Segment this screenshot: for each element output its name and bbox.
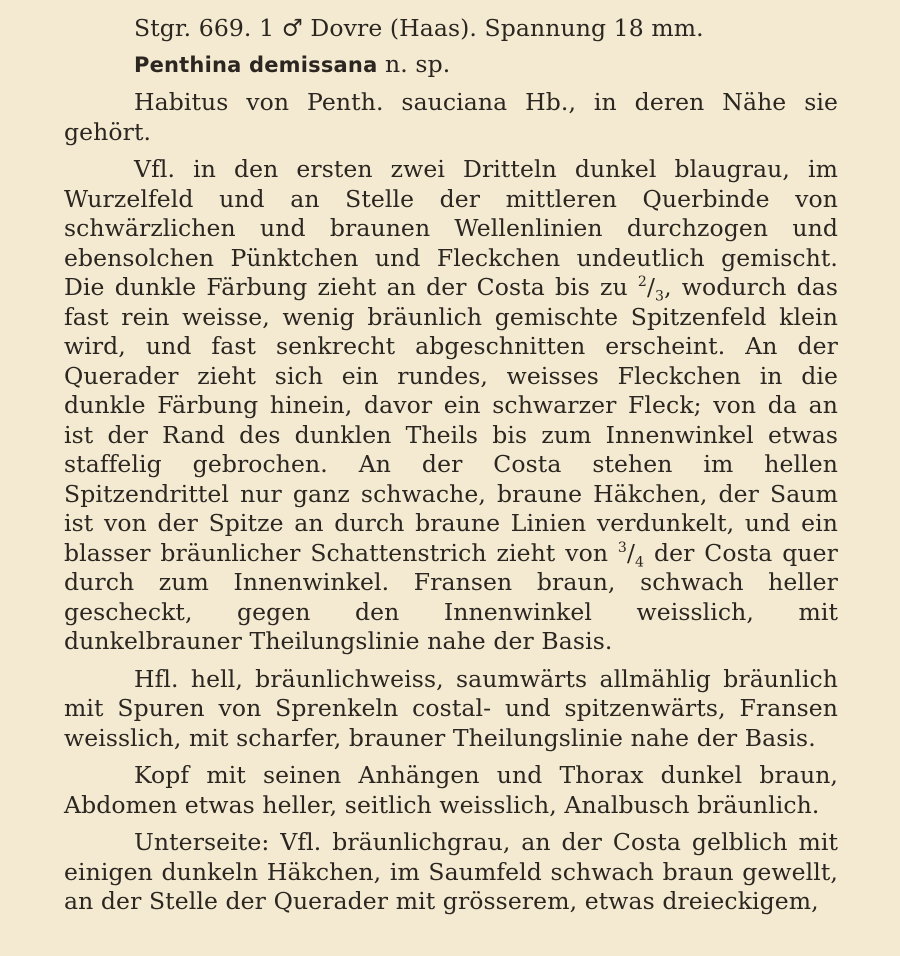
paragraph-vfl-text-1: Vfl. in den ersten zwei Dritteln dunkel blaugrau, im Wurzelfeld und an Stelle der mittleren Querbinde von schwärzlichen und braunen Wellenlinien durchzogen und ebensolchen Pünktchen und Fleckchen undeutlich gemischt. Die dunkle Färbung zieht an der Costa bis zu [64, 155, 838, 301]
paragraph-vfl-text-3: der Costa quer durch zum Innenwinkel. Fransen braun, schwach heller gescheckt, gegen den Innenwinkel weisslich, mit dunkelbrauner Theilungslinie nahe der Basis. [64, 538, 838, 655]
fraction-two-thirds-denominator: 3 [655, 288, 665, 305]
specimen-header [64, 14, 838, 44]
paragraph-hfl-text: Hfl. hell, bräunlichweiss, saumwärts allmählig bräunlich mit Spuren von Sprenkeln costal- und spitzenwärts, Fransen weisslich, mit scharfer, brauner Theilungslinie nahe der Basis. [64, 664, 838, 752]
species-suffix: n. sp. [385, 49, 451, 78]
paragraph-habitus [64, 88, 838, 147]
fraction-two-thirds-numerator: 2 [637, 274, 647, 291]
fraction-three-quarters-numerator: 3 [617, 539, 627, 556]
species-name: Penthina demissana [134, 52, 378, 77]
fraction-three-quarters-denominator: 4 [635, 554, 645, 571]
paragraph-unterseite [64, 828, 838, 917]
paragraph-unterseite-text: Unterseite: Vfl. bräunlichgrau, an der Costa gelblich mit einigen dunkeln Häkchen, im Saumfeld schwach braun gewellt, an der Stelle der Querader mit grösserem, etwas dreieckigem, [64, 828, 838, 915]
paragraph-vfl-text-2: , wodurch das fast rein weisse, wenig bräunlich gemischte Spitzenfeld klein wird, und fast senkrecht abgeschnitten erscheint. An der Querader zieht sich ein rundes, weisses Fleckchen in die dunkle Färbung hinein, davor ein schwarzer Fleck; von da an ist der Rand des dunklen Theils bis zum Innenwinkel etwas staffelig gebrochen. An der Costa stehen im hellen Spitzendrittel nur ganz schwache, braune Häkchen, der Saum ist von der Spitze an durch braune Linien verdunkelt, und ein blasser bräunlicher Schattenstrich zieht von [64, 273, 839, 567]
specimen-header-text: Stgr. 669. 1 ♂ Dovre (Haas). Spannung 18 mm. [134, 14, 704, 42]
fraction-two-thirds: $^2/_3$ [637, 273, 665, 305]
paragraph-hfl [64, 665, 838, 754]
fraction-three-quarters: $^3/_4$ [617, 538, 645, 571]
paragraph-vfl [64, 155, 838, 657]
species-title [64, 50, 838, 81]
paragraph-kopf [64, 761, 838, 820]
paragraph-habitus-text: Habitus von Penth. sauciana Hb., in deren Nähe sie gehört. [64, 88, 838, 146]
paragraph-kopf-text: Kopf mit seinen Anhängen und Thorax dunkel braun, Abdomen etwas heller, seitlich weisslich, Analbusch bräunlich. [64, 761, 838, 819]
